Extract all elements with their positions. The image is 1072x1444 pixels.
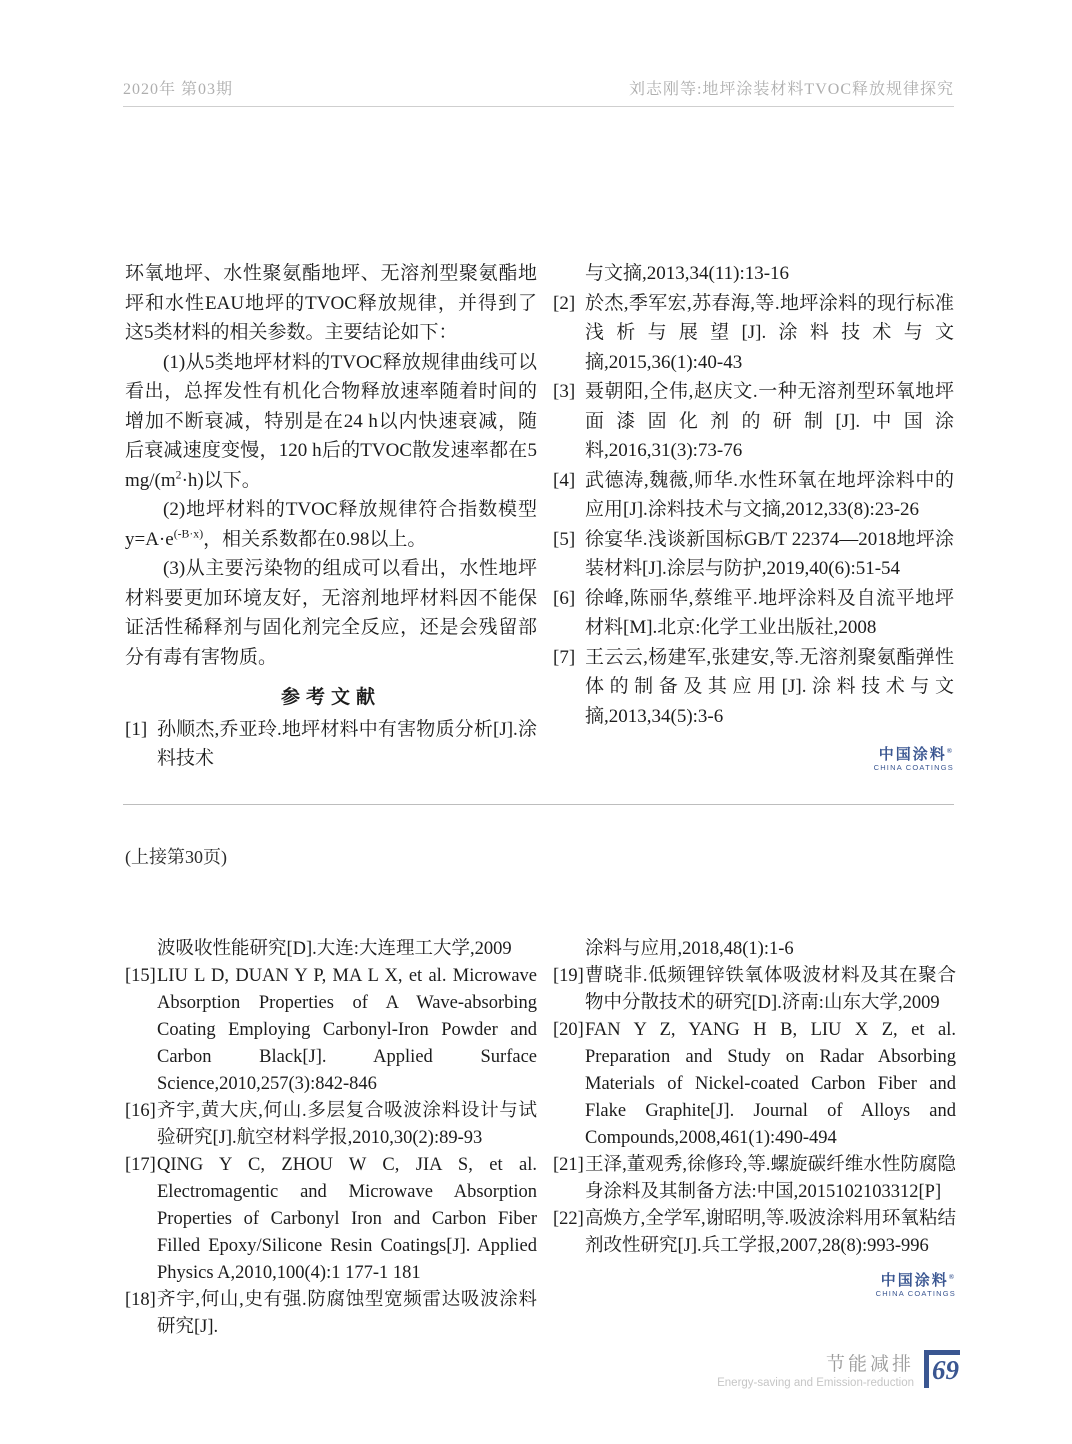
reference-text: 徐峰,陈丽华,蔡维平.地坪涂料及自流平地坪材料[M].北京:化学工业出版社,2008 (585, 587, 954, 638)
conclusion-1-text: (1)从5类地坪材料的TVOC释放规律曲线可以看出，总挥发性有机化合物释放速率随着时间的增加不断衰减，特别是在24 h以内快速衰减，随后衰减速度变慢，120 h后的TVOC散发速率都在5 mg/(m (125, 351, 537, 491)
reference-text: 武德涛,魏薇,师华.水性环氧在地坪涂料中的应用[J].涂料技术与文摘,2012,33(8):23-26 (585, 469, 954, 520)
reference-continuation-1 (553, 259, 954, 289)
reference-item-22 (553, 1206, 956, 1260)
footer-labels (717, 1350, 914, 1390)
page-number-box (924, 1350, 960, 1392)
reference-item-20 (553, 1017, 956, 1152)
paragraph-intro: 环氧地坪、水性聚氨酯地坪、无溶剂型聚氨酯地坪和水性EAU地坪的TVOC释放规律，并得到了这5类材料的相关参数。主要结论如下： (125, 263, 537, 343)
reference-number: [1] (125, 718, 148, 740)
logo-wordmark (553, 1273, 956, 1289)
lower-left-column (125, 936, 537, 1341)
logo-subtitle: CHINA COATINGS (875, 1289, 956, 1298)
reference-item-17 (125, 1152, 537, 1287)
page-number: 69 (932, 1355, 959, 1385)
reference-continuation-18 (553, 936, 956, 963)
logo-text: 中国涂料 (880, 1273, 949, 1289)
superscript-m2: 2 (175, 468, 182, 482)
reference-continuation-14 (125, 936, 537, 963)
running-title: 刘志刚等:地坪涂装材料TVOC释放规律探究 (628, 81, 954, 98)
reference-number: [2] (553, 292, 576, 314)
footer-label-cn: 节能减排 (825, 1354, 914, 1375)
registered-mark-icon: ® (948, 1273, 956, 1281)
reference-number: [21] (553, 1155, 584, 1175)
reference-text: 於杰,季军宏,苏春海,等.地坪涂料的现行标准浅析与展望[J].涂料技术与文摘,2015,36(1):40-43 (585, 292, 954, 373)
issue-label: 2020年 第03期 (123, 81, 234, 98)
reference-text: 徐宴华.浅谈新国标GB/T 22374—2018地坪涂装材料[J].涂层与防护,2019,40(6):51-54 (585, 528, 954, 579)
reference-number: [7] (553, 646, 576, 668)
reference-item-18 (125, 1287, 537, 1341)
lower-right-column (553, 936, 956, 1298)
reference-number: [16] (125, 1101, 156, 1121)
reference-number: [22] (553, 1209, 584, 1229)
china-coatings-logo (553, 1273, 956, 1298)
reference-number: [15] (125, 966, 156, 986)
reference-text: 曹晓非.低频锂锌铁氧体吸波材料及其在聚合物中分散技术的研究[D].济南:山东大学,2009 (585, 966, 956, 1013)
reference-item-4 (553, 466, 954, 525)
reference-text: 高焕方,全学军,谢昭明,等.吸波涂料用环氧粘结剂改性研究[J].兵工学报,2007,28(8):993-996 (585, 1209, 956, 1256)
reference-number: [17] (125, 1155, 156, 1175)
china-coatings-logo (553, 747, 954, 772)
page-header (123, 76, 954, 107)
reference-number: [5] (553, 528, 576, 550)
paragraph-conclusion-3: (3)从主要污染物的组成可以看出，水性地坪材料要更加环境友好，无溶剂地坪材料因不能保证活性稀释剂与固化剂完全反应，还是会残留部分有毒有害物质。 (125, 558, 537, 668)
reference-number: [6] (553, 587, 576, 609)
reference-number: [20] (553, 1020, 584, 1040)
conclusion-2-text: (2)地坪材料的TVOC释放规律符合指数模型y=A·e (125, 499, 537, 550)
reference-text: 涂料与应用,2018,48(1):1-6 (585, 939, 794, 959)
paragraph-conclusion-1 (125, 348, 537, 496)
reference-text: 波吸收性能研究[D].大连:大连理工大学,2009 (157, 939, 512, 959)
references-heading: 参考文献 (280, 687, 381, 708)
reference-text: 与文摘,2013,34(11):13-16 (585, 263, 790, 284)
logo-wordmark (553, 747, 954, 763)
superscript-exponent: (-B·x) (173, 527, 204, 541)
reference-item-16 (125, 1098, 537, 1152)
logo-text: 中国涂料 (878, 747, 947, 763)
reference-item-15 (125, 963, 537, 1098)
reference-item-7 (553, 643, 954, 732)
footer-label-en: Energy-saving and Emission-reduction (717, 1377, 914, 1389)
reference-item-19 (553, 963, 956, 1017)
conclusion-2-tail: ，相关系数都在0.98以上。 (203, 528, 427, 550)
reference-text: 王泽,董观秀,徐修玲,等.螺旋碳纤维水性防腐隐身涂料及其制备方法:中国,2015102103312[P] (585, 1155, 956, 1202)
registered-mark-icon: ® (946, 747, 954, 755)
reference-text: 齐宇,黄大庆,何山.多层复合吸波涂料设计与试验研究[J].航空材料学报,2010,30(2):89-93 (157, 1101, 537, 1148)
reference-item-2 (553, 289, 954, 378)
logo-subtitle: CHINA COATINGS (873, 763, 954, 772)
reference-text: QING Y C, ZHOU W C, JIA S, et al. Electromagentic and Microwave Absorption Properties of Carbonyl Iron and Carbon Fiber Filled Epoxy/Silicone Resin Coatings[J]. Applied Physics A,2010,100(4):1 177-1 181 (157, 1155, 537, 1283)
upper-left-column (125, 259, 537, 774)
upper-right-column (553, 259, 954, 772)
section-divider (123, 804, 954, 805)
conclusion-1-tail: ·h)以下。 (181, 469, 261, 491)
reference-text: 孙顺杰,乔亚玲.地坪材料中有害物质分析[J].涂料技术 (157, 718, 537, 769)
reference-item-6 (553, 584, 954, 643)
reference-number: [19] (553, 966, 584, 986)
reference-text: 王云云,杨建军,张建安,等.无溶剂聚氨酯弹性体的制备及其应用[J].涂料技术与文摘,2013,34(5):3-6 (585, 646, 954, 727)
reference-item-3 (553, 377, 954, 466)
paragraph-conclusion-2 (125, 495, 537, 554)
page-number-corner-bar-left (924, 1350, 929, 1388)
reference-number: [18] (125, 1290, 156, 1310)
reference-number: [4] (553, 469, 576, 491)
reference-text: FAN Y Z, YANG H B, LIU X Z, et al. Preparation and Study on Radar Absorbing Materials of Nickel-coated Carbon Fiber and Flake Graphite[J]. Journal of Alloys and Compounds,2008,461(1):490-494 (585, 1020, 956, 1148)
reference-item-21 (553, 1152, 956, 1206)
reference-item-1 (125, 715, 537, 774)
reference-item-5 (553, 525, 954, 584)
continued-from-note: (上接第30页) (125, 847, 227, 867)
reference-text: 聂朝阳,仝伟,赵庆文.一种无溶剂型环氧地坪面漆固化剂的研制[J].中国涂料,2016,31(3):73-76 (585, 381, 954, 461)
page-footer (717, 1350, 960, 1392)
reference-text: 齐宇,何山,史有强.防腐蚀型宽频雷达吸波涂料研究[J]. (157, 1290, 537, 1337)
reference-number: [3] (553, 381, 576, 402)
reference-text: LIU L D, DUAN Y P, MA L X, et al. Microwave Absorption Properties of A Wave-absorbing Coating Employing Carbonyl-Iron Powder and Carbon Black[J]. Applied Surface Science,2010,257(3):842-846 (157, 966, 537, 1094)
